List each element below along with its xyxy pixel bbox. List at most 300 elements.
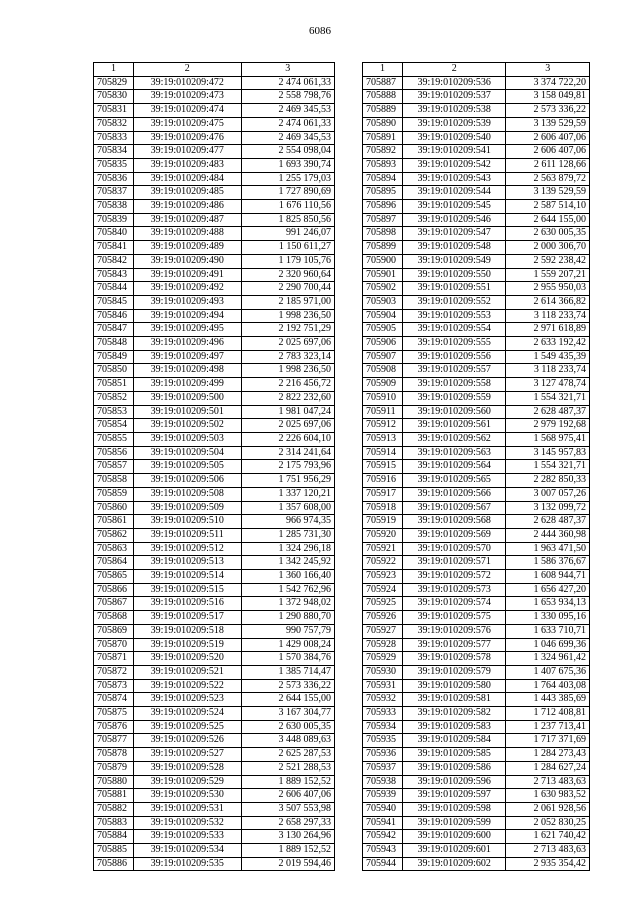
row-number-cell: 705908	[363, 364, 403, 378]
table-row	[94, 679, 335, 693]
row-number-cell: 705944	[363, 857, 403, 871]
value-cell: 2 979 192,68	[506, 419, 590, 433]
row-number-cell: 705873	[94, 679, 134, 693]
row-number-cell: 705938	[363, 775, 403, 789]
value-cell: 991 246,07	[241, 227, 334, 241]
cadastral-number-cell: 39:19:010209:560	[402, 405, 506, 419]
value-cell: 2 587 514,10	[506, 200, 590, 214]
cadastral-number-cell: 39:19:010209:541	[402, 145, 506, 159]
value-cell: 2 822 232,60	[241, 391, 334, 405]
cadastral-number-cell: 39:19:010209:513	[133, 556, 241, 570]
cadastral-number-cell: 39:19:010209:566	[402, 487, 506, 501]
row-number-cell: 705851	[94, 378, 134, 392]
table-row	[363, 474, 590, 488]
value-cell: 3 118 233,74	[506, 364, 590, 378]
table-row	[363, 158, 590, 172]
table-row	[94, 515, 335, 529]
row-number-cell: 705845	[94, 295, 134, 309]
cadastral-number-cell: 39:19:010209:546	[402, 213, 506, 227]
value-cell: 2 192 751,29	[241, 323, 334, 337]
row-number-cell: 705861	[94, 515, 134, 529]
table-row	[363, 693, 590, 707]
table-row	[363, 775, 590, 789]
table-row	[94, 213, 335, 227]
value-cell: 1 717 371,69	[506, 734, 590, 748]
value-cell: 990 757,79	[241, 624, 334, 638]
row-number-cell: 705863	[94, 542, 134, 556]
table-row	[363, 624, 590, 638]
row-number-cell: 705857	[94, 460, 134, 474]
table-row	[94, 76, 335, 90]
row-number-cell: 705835	[94, 158, 134, 172]
cadastral-number-cell: 39:19:010209:484	[133, 172, 241, 186]
cadastral-number-cell: 39:19:010209:551	[402, 282, 506, 296]
row-number-cell: 705844	[94, 282, 134, 296]
row-number-cell: 705920	[363, 528, 403, 542]
row-number-cell: 705881	[94, 789, 134, 803]
row-number-cell: 705891	[363, 131, 403, 145]
cadastral-number-cell: 39:19:010209:549	[402, 254, 506, 268]
cadastral-number-cell: 39:19:010209:474	[133, 104, 241, 118]
value-cell: 2 558 798,76	[241, 90, 334, 104]
value-cell: 2 314 241,64	[241, 446, 334, 460]
row-number-cell: 705858	[94, 474, 134, 488]
row-number-cell: 705894	[363, 172, 403, 186]
table-row	[94, 378, 335, 392]
cadastral-number-cell: 39:19:010209:504	[133, 446, 241, 460]
row-number-cell: 705896	[363, 200, 403, 214]
value-cell: 1 568 975,41	[506, 432, 590, 446]
table-row	[94, 90, 335, 104]
value-cell: 1 559 207,21	[506, 268, 590, 282]
cadastral-number-cell: 39:19:010209:572	[402, 570, 506, 584]
row-number-cell: 705931	[363, 679, 403, 693]
cadastral-number-cell: 39:19:010209:509	[133, 501, 241, 515]
table-row	[94, 556, 335, 570]
value-cell: 1 630 983,52	[506, 789, 590, 803]
value-cell: 1 385 714,47	[241, 665, 334, 679]
table-row	[363, 556, 590, 570]
table-row	[363, 378, 590, 392]
row-number-cell: 705830	[94, 90, 134, 104]
value-cell: 1 554 321,71	[506, 460, 590, 474]
table-row	[94, 460, 335, 474]
table-row	[363, 254, 590, 268]
cadastral-number-cell: 39:19:010209:485	[133, 186, 241, 200]
row-number-cell: 705855	[94, 432, 134, 446]
value-cell: 2 216 456,72	[241, 378, 334, 392]
row-number-cell: 705829	[94, 76, 134, 90]
value-cell: 1 764 403,08	[506, 679, 590, 693]
value-cell: 1 342 245,92	[241, 556, 334, 570]
table-row	[94, 761, 335, 775]
cadastral-number-cell: 39:19:010209:556	[402, 350, 506, 364]
cadastral-number-cell: 39:19:010209:514	[133, 570, 241, 584]
cadastral-number-cell: 39:19:010209:519	[133, 638, 241, 652]
row-number-cell: 705868	[94, 611, 134, 625]
cadastral-number-cell: 39:19:010209:490	[133, 254, 241, 268]
cadastral-number-cell: 39:19:010209:600	[402, 830, 506, 844]
table-row	[363, 419, 590, 433]
value-cell: 1 179 105,76	[241, 254, 334, 268]
cadastral-number-cell: 39:19:010209:550	[402, 268, 506, 282]
row-number-cell: 705847	[94, 323, 134, 337]
table-row	[94, 775, 335, 789]
table-row	[363, 830, 590, 844]
cadastral-number-cell: 39:19:010209:520	[133, 652, 241, 666]
table-row	[94, 487, 335, 501]
row-number-cell: 705880	[94, 775, 134, 789]
table-row	[363, 789, 590, 803]
value-cell: 1 150 611,27	[241, 241, 334, 255]
row-number-cell: 705874	[94, 693, 134, 707]
row-number-cell: 705918	[363, 501, 403, 515]
table-row	[94, 104, 335, 118]
row-number-cell: 705905	[363, 323, 403, 337]
value-cell: 1 653 934,13	[506, 597, 590, 611]
table-row	[94, 172, 335, 186]
cadastral-number-cell: 39:19:010209:493	[133, 295, 241, 309]
table-row	[363, 405, 590, 419]
table-row	[363, 652, 590, 666]
row-number-cell: 705834	[94, 145, 134, 159]
row-number-cell: 705900	[363, 254, 403, 268]
cadastral-number-cell: 39:19:010209:528	[133, 761, 241, 775]
column-header-3: 3	[506, 63, 590, 77]
cadastral-number-cell: 39:19:010209:568	[402, 515, 506, 529]
value-cell: 2 955 950,03	[506, 282, 590, 296]
value-cell: 2 563 879,72	[506, 172, 590, 186]
cadastral-number-cell: 39:19:010209:601	[402, 844, 506, 858]
value-cell: 2 469 345,53	[241, 104, 334, 118]
table-row	[94, 748, 335, 762]
cadastral-number-cell: 39:19:010209:544	[402, 186, 506, 200]
value-cell: 3 158 049,81	[506, 90, 590, 104]
row-number-cell: 705840	[94, 227, 134, 241]
value-cell: 2 644 155,00	[241, 693, 334, 707]
row-number-cell: 705909	[363, 378, 403, 392]
table-row	[363, 720, 590, 734]
table-row	[363, 844, 590, 858]
row-number-cell: 705882	[94, 802, 134, 816]
row-number-cell: 705866	[94, 583, 134, 597]
table-row	[363, 117, 590, 131]
value-cell: 1 360 166,40	[241, 570, 334, 584]
table-row	[363, 268, 590, 282]
row-number-cell: 705902	[363, 282, 403, 296]
value-cell: 2 000 306,70	[506, 241, 590, 255]
cadastral-number-cell: 39:19:010209:532	[133, 816, 241, 830]
table-row	[363, 816, 590, 830]
row-number-cell: 705872	[94, 665, 134, 679]
row-number-cell: 705886	[94, 857, 134, 871]
row-number-cell: 705853	[94, 405, 134, 419]
table-row	[363, 802, 590, 816]
row-number-cell: 705888	[363, 90, 403, 104]
table-row	[363, 227, 590, 241]
table-row	[94, 446, 335, 460]
cadastral-number-cell: 39:19:010209:494	[133, 309, 241, 323]
row-number-cell: 705843	[94, 268, 134, 282]
table-row	[94, 707, 335, 721]
table-row	[363, 597, 590, 611]
table-row	[94, 528, 335, 542]
cadastral-number-cell: 39:19:010209:523	[133, 693, 241, 707]
value-cell: 2 175 793,96	[241, 460, 334, 474]
table-row	[94, 364, 335, 378]
cadastral-number-cell: 39:19:010209:564	[402, 460, 506, 474]
row-number-cell: 705906	[363, 337, 403, 351]
value-cell: 1 337 120,21	[241, 487, 334, 501]
value-cell: 1 554 321,71	[506, 391, 590, 405]
row-number-cell: 705862	[94, 528, 134, 542]
cadastral-number-cell: 39:19:010209:503	[133, 432, 241, 446]
table-row	[94, 268, 335, 282]
cadastral-number-cell: 39:19:010209:582	[402, 707, 506, 721]
cadastral-number-cell: 39:19:010209:583	[402, 720, 506, 734]
value-cell: 2 592 238,42	[506, 254, 590, 268]
table-row	[363, 432, 590, 446]
table-row	[94, 857, 335, 871]
cadastral-number-cell: 39:19:010209:585	[402, 748, 506, 762]
table-row	[363, 241, 590, 255]
cadastral-number-cell: 39:19:010209:530	[133, 789, 241, 803]
cadastral-number-cell: 39:19:010209:529	[133, 775, 241, 789]
cadastral-number-cell: 39:19:010209:580	[402, 679, 506, 693]
row-number-cell: 705904	[363, 309, 403, 323]
table-row	[363, 679, 590, 693]
table-row	[94, 282, 335, 296]
row-number-cell: 705864	[94, 556, 134, 570]
table-row	[94, 720, 335, 734]
value-cell: 1 570 384,76	[241, 652, 334, 666]
table-row	[94, 117, 335, 131]
table-row	[94, 227, 335, 241]
cadastral-number-cell: 39:19:010209:534	[133, 844, 241, 858]
cadastral-number-cell: 39:19:010209:473	[133, 90, 241, 104]
cadastral-number-cell: 39:19:010209:557	[402, 364, 506, 378]
value-cell: 1 621 740,42	[506, 830, 590, 844]
value-cell: 2 606 407,06	[241, 789, 334, 803]
table-row	[94, 734, 335, 748]
value-cell: 2 633 192,42	[506, 337, 590, 351]
value-cell: 2 713 483,63	[506, 844, 590, 858]
table-row	[363, 446, 590, 460]
table-row	[363, 76, 590, 90]
cadastral-number-cell: 39:19:010209:486	[133, 200, 241, 214]
cadastral-number-cell: 39:19:010209:537	[402, 90, 506, 104]
value-cell: 2 444 360,98	[506, 528, 590, 542]
table-row	[94, 419, 335, 433]
value-cell: 2 625 287,53	[241, 748, 334, 762]
value-cell: 3 007 057,26	[506, 487, 590, 501]
table-row	[363, 90, 590, 104]
row-number-cell: 705867	[94, 597, 134, 611]
value-cell: 2 025 697,06	[241, 337, 334, 351]
cadastral-number-cell: 39:19:010209:518	[133, 624, 241, 638]
cadastral-number-cell: 39:19:010209:522	[133, 679, 241, 693]
value-cell: 1 357 608,00	[241, 501, 334, 515]
table-row	[363, 748, 590, 762]
cadastral-number-cell: 39:19:010209:569	[402, 528, 506, 542]
table-row	[363, 611, 590, 625]
value-cell: 3 130 264,96	[241, 830, 334, 844]
value-cell: 1 290 880,70	[241, 611, 334, 625]
table-row	[94, 652, 335, 666]
table-row	[94, 844, 335, 858]
row-number-cell: 705848	[94, 337, 134, 351]
table-row	[94, 337, 335, 351]
row-number-cell: 705940	[363, 802, 403, 816]
cadastral-number-cell: 39:19:010209:558	[402, 378, 506, 392]
table-row	[363, 761, 590, 775]
table-row	[363, 542, 590, 556]
row-number-cell: 705924	[363, 583, 403, 597]
table-row	[94, 350, 335, 364]
cadastral-table-right	[362, 62, 590, 871]
table-row	[94, 309, 335, 323]
row-number-cell: 705890	[363, 117, 403, 131]
row-number-cell: 705934	[363, 720, 403, 734]
value-cell: 1 284 627,24	[506, 761, 590, 775]
cadastral-number-cell: 39:19:010209:505	[133, 460, 241, 474]
table-row	[94, 542, 335, 556]
value-cell: 2 019 594,46	[241, 857, 334, 871]
cadastral-table-left	[93, 62, 335, 871]
cadastral-number-cell: 39:19:010209:574	[402, 597, 506, 611]
cadastral-number-cell: 39:19:010209:483	[133, 158, 241, 172]
cadastral-number-cell: 39:19:010209:495	[133, 323, 241, 337]
row-number-cell: 705884	[94, 830, 134, 844]
value-cell: 2 606 407,06	[506, 131, 590, 145]
value-cell: 1 998 236,50	[241, 309, 334, 323]
row-number-cell: 705883	[94, 816, 134, 830]
row-number-cell: 705849	[94, 350, 134, 364]
value-cell: 2 320 960,64	[241, 268, 334, 282]
row-number-cell: 705831	[94, 104, 134, 118]
row-number-cell: 705913	[363, 432, 403, 446]
value-cell: 1 443 385,69	[506, 693, 590, 707]
value-cell: 2 282 850,33	[506, 474, 590, 488]
cadastral-number-cell: 39:19:010209:506	[133, 474, 241, 488]
row-number-cell: 705933	[363, 707, 403, 721]
table-row	[363, 309, 590, 323]
row-number-cell: 705903	[363, 295, 403, 309]
table-row	[94, 693, 335, 707]
value-cell: 2 226 604,10	[241, 432, 334, 446]
cadastral-number-cell: 39:19:010209:521	[133, 665, 241, 679]
value-cell: 2 935 354,42	[506, 857, 590, 871]
table-row	[94, 597, 335, 611]
table-row	[363, 186, 590, 200]
value-cell: 1 633 710,71	[506, 624, 590, 638]
cadastral-number-cell: 39:19:010209:496	[133, 337, 241, 351]
table-row	[94, 583, 335, 597]
value-cell: 1 372 948,02	[241, 597, 334, 611]
cadastral-number-cell: 39:19:010209:599	[402, 816, 506, 830]
row-number-cell: 705917	[363, 487, 403, 501]
cadastral-number-cell: 39:19:010209:499	[133, 378, 241, 392]
value-cell: 3 448 089,63	[241, 734, 334, 748]
cadastral-number-cell: 39:19:010209:567	[402, 501, 506, 515]
row-number-cell: 705854	[94, 419, 134, 433]
value-cell: 1 429 008,24	[241, 638, 334, 652]
value-cell: 2 713 483,63	[506, 775, 590, 789]
table-row	[363, 337, 590, 351]
row-number-cell: 705911	[363, 405, 403, 419]
value-cell: 1 889 152,52	[241, 775, 334, 789]
table-row	[94, 295, 335, 309]
row-number-cell: 705876	[94, 720, 134, 734]
cadastral-number-cell: 39:19:010209:500	[133, 391, 241, 405]
row-number-cell: 705879	[94, 761, 134, 775]
table-row	[94, 432, 335, 446]
row-number-cell: 705865	[94, 570, 134, 584]
table-row	[363, 295, 590, 309]
row-number-cell: 705836	[94, 172, 134, 186]
row-number-cell: 705915	[363, 460, 403, 474]
cadastral-number-cell: 39:19:010209:488	[133, 227, 241, 241]
value-cell: 3 507 553,98	[241, 802, 334, 816]
cadastral-number-cell: 39:19:010209:543	[402, 172, 506, 186]
value-cell: 3 127 478,74	[506, 378, 590, 392]
value-cell: 1 998 236,50	[241, 364, 334, 378]
value-cell: 1 549 435,39	[506, 350, 590, 364]
cadastral-number-cell: 39:19:010209:598	[402, 802, 506, 816]
cadastral-number-cell: 39:19:010209:533	[133, 830, 241, 844]
value-cell: 2 628 487,37	[506, 515, 590, 529]
cadastral-number-cell: 39:19:010209:555	[402, 337, 506, 351]
row-number-cell: 705850	[94, 364, 134, 378]
table-header-row	[363, 63, 590, 77]
value-cell: 2 644 155,00	[506, 213, 590, 227]
cadastral-number-cell: 39:19:010209:579	[402, 665, 506, 679]
value-cell: 2 783 323,14	[241, 350, 334, 364]
cadastral-number-cell: 39:19:010209:562	[402, 432, 506, 446]
row-number-cell: 705925	[363, 597, 403, 611]
table-row	[94, 145, 335, 159]
cadastral-number-cell: 39:19:010209:475	[133, 117, 241, 131]
cadastral-number-cell: 39:19:010209:547	[402, 227, 506, 241]
cadastral-number-cell: 39:19:010209:525	[133, 720, 241, 734]
table-row	[94, 665, 335, 679]
cadastral-number-cell: 39:19:010209:498	[133, 364, 241, 378]
cadastral-number-cell: 39:19:010209:527	[133, 748, 241, 762]
value-cell: 2 185 971,00	[241, 295, 334, 309]
cadastral-number-cell: 39:19:010209:577	[402, 638, 506, 652]
value-cell: 1 981 047,24	[241, 405, 334, 419]
table-row	[94, 158, 335, 172]
table-row	[94, 323, 335, 337]
row-number-cell: 705856	[94, 446, 134, 460]
cadastral-number-cell: 39:19:010209:477	[133, 145, 241, 159]
cadastral-number-cell: 39:19:010209:502	[133, 419, 241, 433]
row-number-cell: 705943	[363, 844, 403, 858]
row-number-cell: 705898	[363, 227, 403, 241]
row-number-cell: 705927	[363, 624, 403, 638]
value-cell: 2 628 487,37	[506, 405, 590, 419]
value-cell: 1 255 179,03	[241, 172, 334, 186]
value-cell: 1 324 296,18	[241, 542, 334, 556]
value-cell: 1 751 956,29	[241, 474, 334, 488]
table-row	[363, 583, 590, 597]
table-row	[363, 857, 590, 871]
table-row	[363, 528, 590, 542]
table-row	[94, 200, 335, 214]
value-cell: 1 285 731,30	[241, 528, 334, 542]
row-number-cell: 705935	[363, 734, 403, 748]
cadastral-number-cell: 39:19:010209:578	[402, 652, 506, 666]
